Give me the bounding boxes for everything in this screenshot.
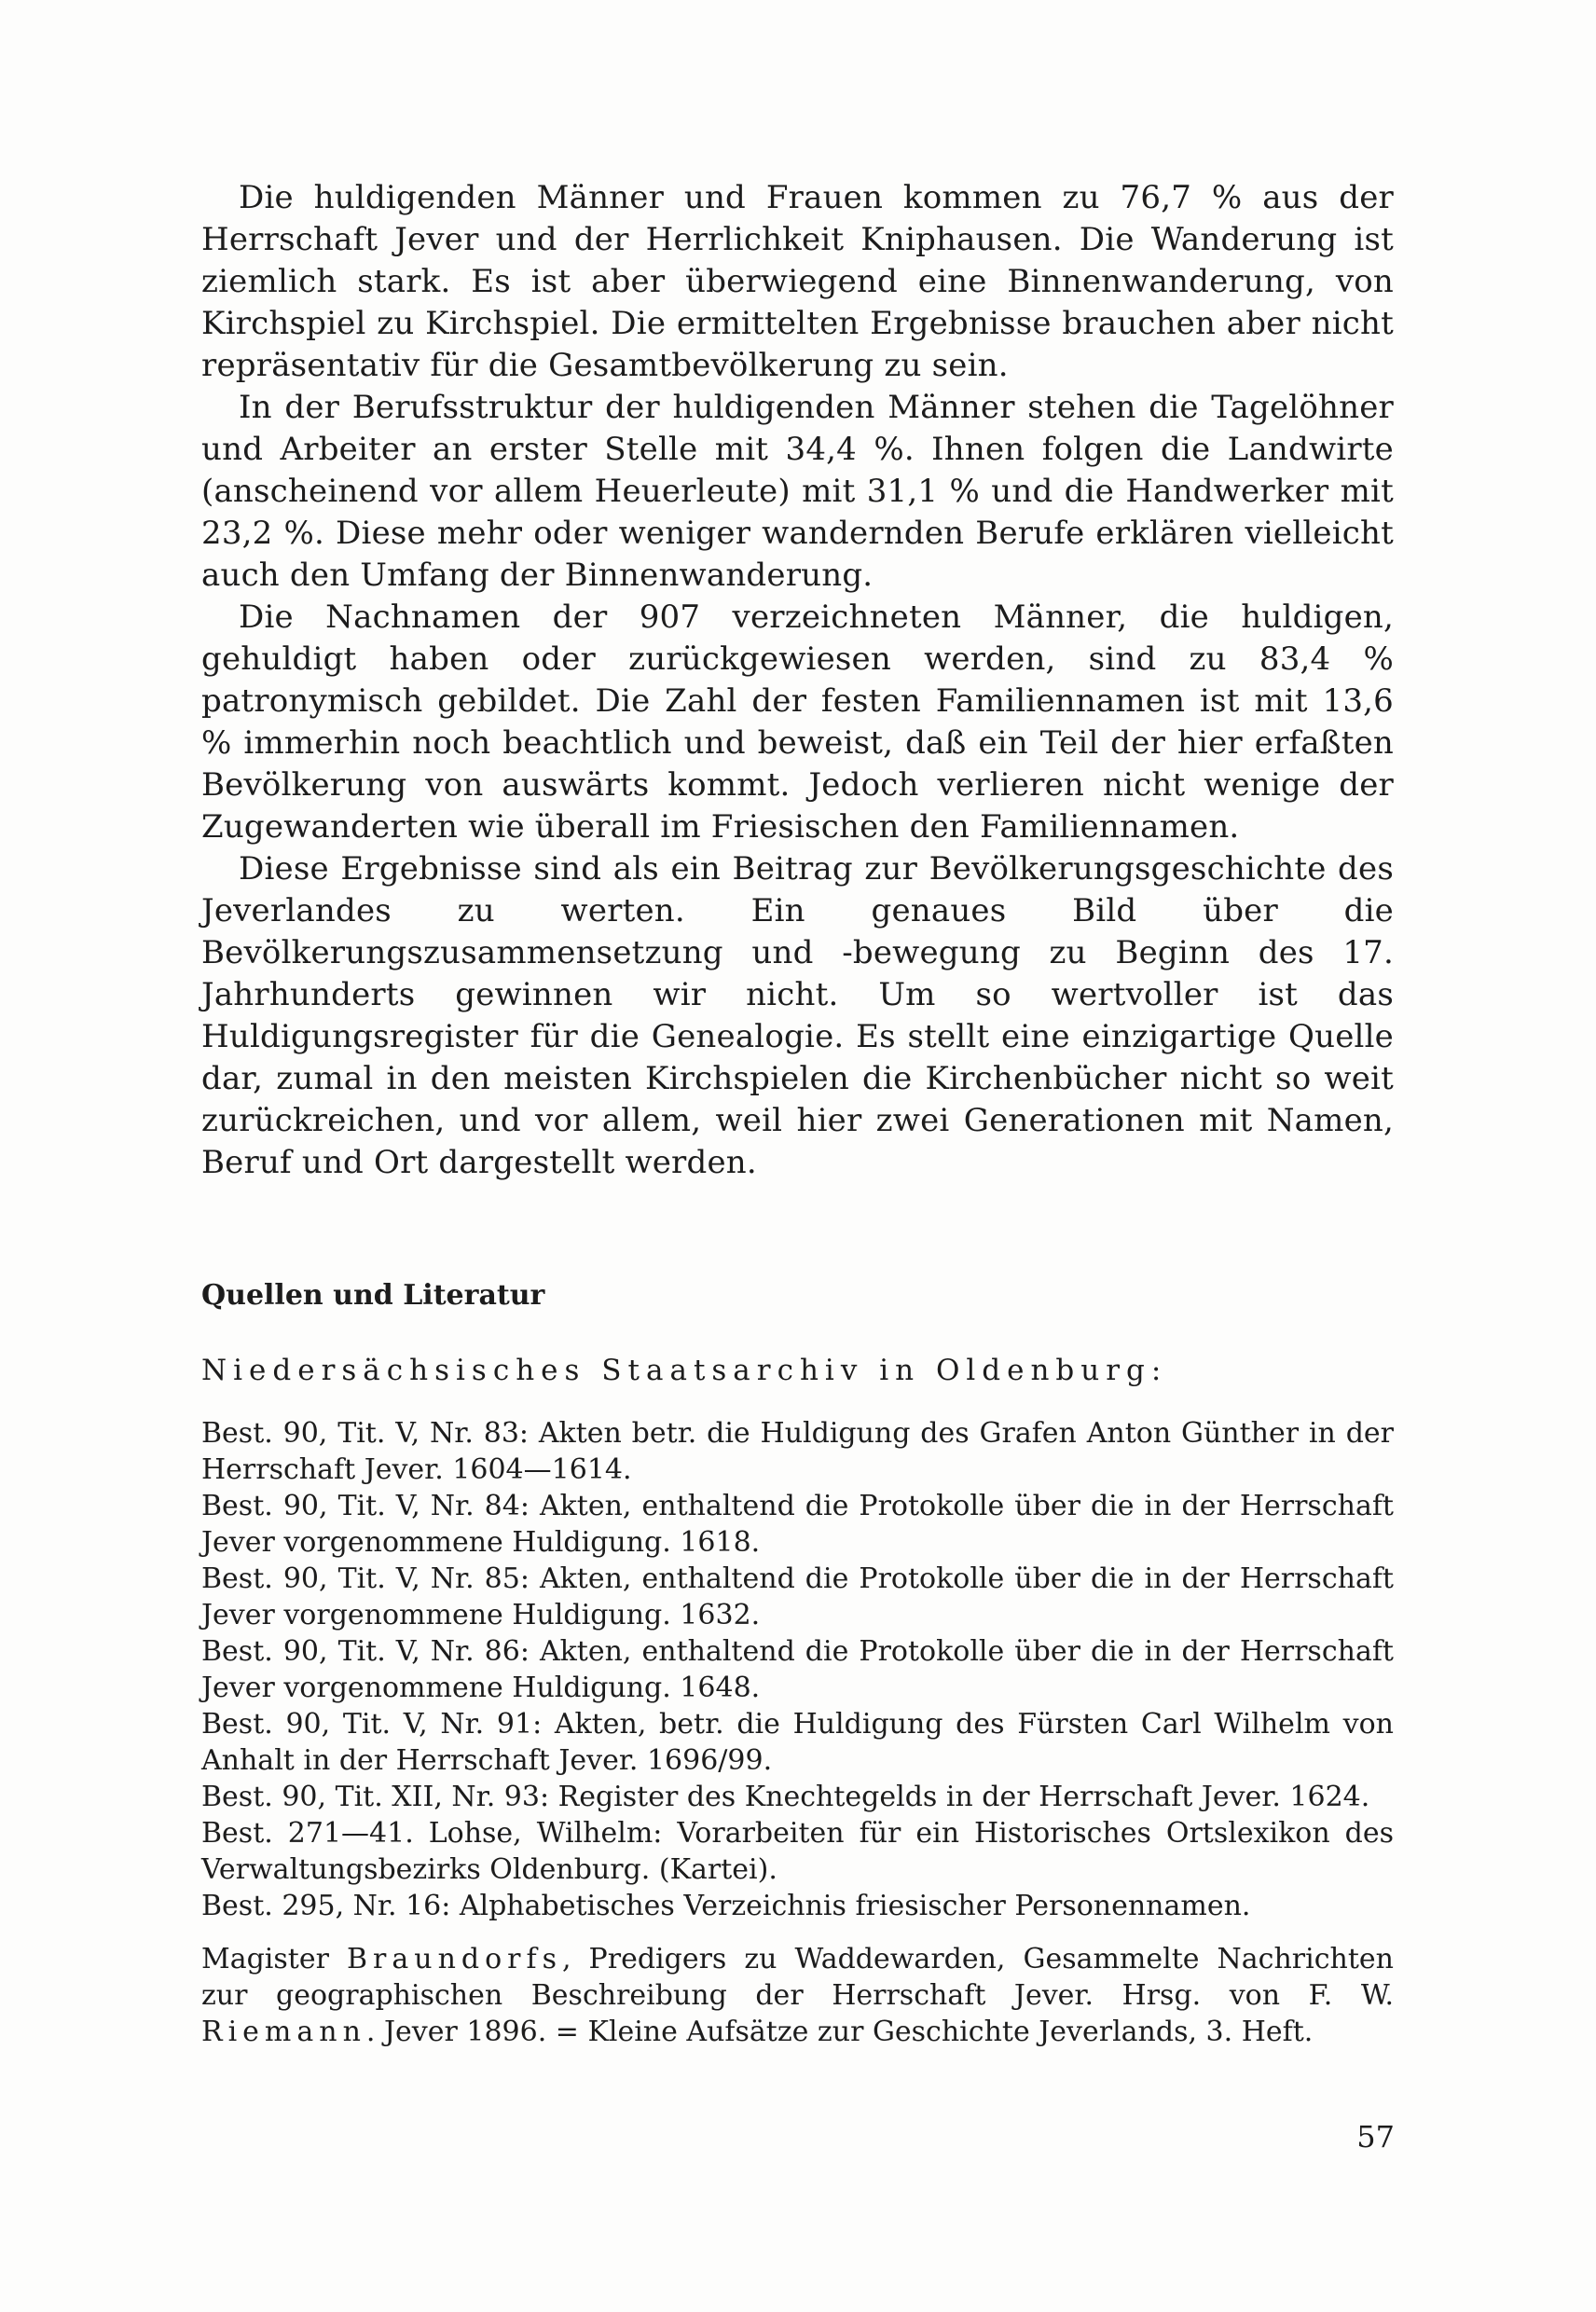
literature-editor: Riemann <box>201 2016 366 2048</box>
paragraph-2: In der Berufsstruktur der huldigenden Männer stehen die Tagelöhner und Arbeiter an erster Stelle mit 34,4 %. Ihnen folgen die Landwirte (anscheinend vor allem Heuerleute) mit 31,1 % und die Handwerker mit 23,2 %. Diese mehr oder weniger wandernden Berufe erklären vielleicht auch den Umfang der Binnenwanderung. <box>201 389 1394 594</box>
source-list <box>201 1415 1394 1924</box>
sources-heading: Quellen und Literatur <box>201 1279 545 1312</box>
literature-entry <box>201 1941 1394 2050</box>
sources-section <box>201 1277 1394 2050</box>
archive-label: Niedersächsisches Staatsarchiv in Oldenburg: <box>201 1354 1168 1387</box>
source-entry: Best. 90, Tit. V, Nr. 83: Akten betr. die Huldigung des Grafen Anton Günther in der Herrschaft Jever. 1604—1614. <box>201 1417 1394 1486</box>
paragraph-3: Die Nachnamen der 907 verzeichneten Männer, die huldigen, gehuldigt haben oder zurückgewiesen werden, sind zu 83,4 % patronymisch gebildet. Die Zahl der festen Familiennamen ist mit 13,6 % immerhin noch beachtlich und beweist, daß ein Teil der hier erfaßten Bevölkerung von auswärts kommt. Jedoch verlieren nicht wenige der Zugewanderten wie überall im Friesischen den Familiennamen. <box>201 599 1394 846</box>
source-entry: Best. 90, Tit. V, Nr. 91: Akten, betr. die Huldigung des Fürsten Carl Wilhelm von Anhalt in der Herrschaft Jever. 1696/99. <box>201 1708 1394 1777</box>
literature-author: Braundorfs <box>346 1943 562 1975</box>
literature-suffix: . Jever 1896. = Kleine Aufsätze zur Geschichte Jeverlands, 3. Heft. <box>365 2016 1314 2048</box>
body-text <box>201 177 1394 1184</box>
page-number: 57 <box>1356 2119 1395 2154</box>
source-entry: Best. 90, Tit. V, Nr. 86: Akten, enthaltend die Protokolle über die in der Herrschaft Jever vorgenommene Huldigung. 1648. <box>201 1635 1394 1704</box>
source-entry: Best. 295, Nr. 16: Alphabetisches Verzeichnis friesischer Personennamen. <box>201 1890 1251 1922</box>
literature-prefix: Magister <box>201 1943 347 1975</box>
literature-middle: , Predigers zu Waddewarden, Gesammelte Nachrichten zur geographischen Beschreibung der Herrschaft Jever. Hrsg. von F. W. <box>201 1943 1394 2012</box>
source-entry: Best. 90, Tit. V, Nr. 84: Akten, enthaltend die Protokolle über die in der Herrschaft Jever vorgenommene Huldigung. 1618. <box>201 1490 1394 1559</box>
source-entry: Best. 271—41. Lohse, Wilhelm: Vorarbeiten für ein Historisches Ortslexikon des Verwaltungsbezirks Oldenburg. (Kartei). <box>201 1817 1394 1886</box>
paragraph-1: Die huldigenden Männer und Frauen kommen zu 76,7 % aus der Herrschaft Jever und der Herrlichkeit Kniphausen. Die Wanderung ist ziemlich stark. Es ist aber überwiegend eine Binnenwanderung, von Kirchspiel zu Kirchspiel. Die ermittelten Ergebnisse brauchen aber nicht repräsentativ für die Gesamtbevölkerung zu sein. <box>201 179 1394 384</box>
source-entry: Best. 90, Tit. V, Nr. 85: Akten, enthaltend die Protokolle über die in der Herrschaft Jever vorgenommene Huldigung. 1632. <box>201 1562 1394 1631</box>
paragraph-4: Diese Ergebnisse sind als ein Beitrag zur Bevölkerungsgeschichte des Jeverlandes zu werten. Ein genaues Bild über die Bevölkerungszusammensetzung und -bewegung zu Beginn des 17. Jahrhunderts gewinnen wir nicht. Um so wertvoller ist das Huldigungsregister für die Genealogie. Es stellt eine einzigartige Quelle dar, zumal in den meisten Kirchspielen die Kirchenbücher nicht so weit zurückreichen, und vor allem, weil hier zwei Generationen mit Namen, Beruf und Ort dargestellt werden. <box>201 850 1394 1181</box>
source-entry: Best. 90, Tit. XII, Nr. 93: Register des Knechtegelds in der Herrschaft Jever. 1624. <box>201 1781 1370 1813</box>
